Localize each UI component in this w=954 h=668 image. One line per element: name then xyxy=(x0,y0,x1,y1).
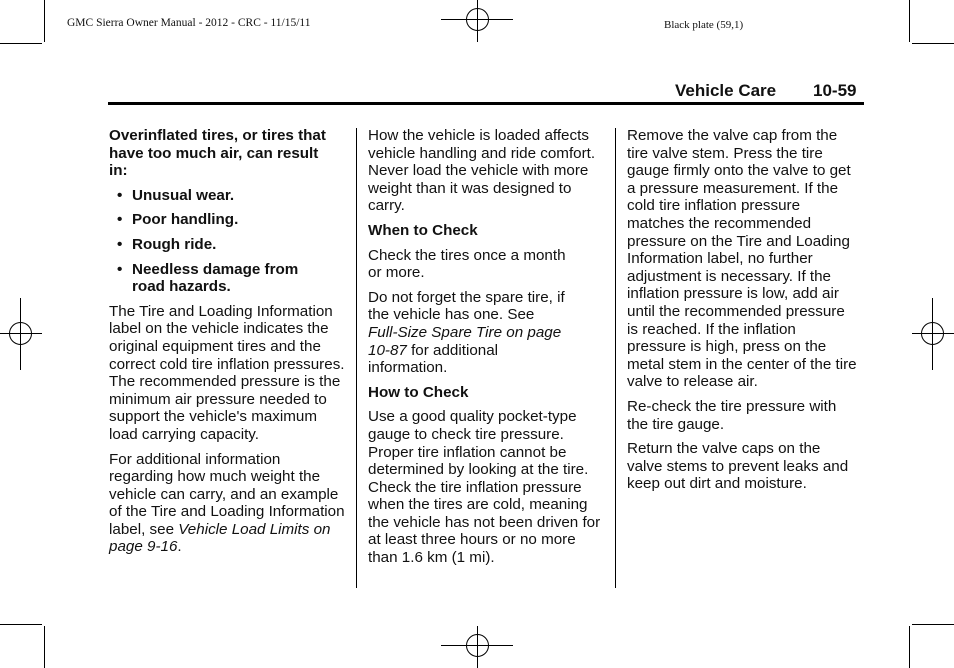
column-1 xyxy=(109,127,349,563)
paragraph: How the vehicle is loaded affects vehicle handling and ride comfort. Never load the vehicle with more weight than it was designed to carry. xyxy=(368,127,596,215)
page-number: 10-59 xyxy=(813,81,857,100)
print-slug-left: GMC Sierra Owner Manual - 2012 - CRC - 11/15/11 xyxy=(67,17,311,29)
crop-mark xyxy=(909,626,910,668)
crop-mark xyxy=(0,624,42,625)
paragraph: Re-check the tire pressure with the tire gauge. xyxy=(627,397,837,433)
paragraph: The Tire and Loading Information label on the vehicle indicates the original equipment tires and the correct cold tire inflation pressures. The recommended pressure is the minimum air pressure needed to support the vehicle's maximum load carrying capacity. xyxy=(109,302,345,443)
registration-mark-bottom xyxy=(441,626,513,668)
subheading-how-to-check: How to Check xyxy=(368,383,469,401)
overinflation-heading: Overinflated tires, or tires that have too much air, can result in: xyxy=(109,127,326,180)
list-item: • Needless damage from road hazards. xyxy=(117,260,299,296)
section-title: Vehicle Care xyxy=(675,81,777,100)
registration-mark-left xyxy=(0,298,42,370)
paragraph: Check the tires once a month or more. xyxy=(368,246,566,282)
column-3 xyxy=(627,127,867,500)
crop-mark xyxy=(912,43,954,44)
header-rule xyxy=(108,102,864,105)
registration-mark-top xyxy=(441,0,513,42)
bullet-icon: • xyxy=(117,211,123,229)
bullet-icon: • xyxy=(117,186,123,204)
bullet-icon: • xyxy=(117,260,123,278)
column-2 xyxy=(368,127,608,574)
list-item: • Poor handling. xyxy=(117,211,239,229)
crop-mark xyxy=(909,0,910,42)
list-item: • Rough ride. xyxy=(117,235,217,253)
crop-mark xyxy=(44,0,45,42)
paragraph: Do not forget the spare tire, if the vehicle has one. See Full-Size Spare Tire on page 10-87 for additional information. xyxy=(368,288,565,377)
column-divider xyxy=(356,128,357,588)
paragraph: Use a good quality pocket-type gauge to check tire pressure. Proper tire inflation cannot be determined by looking at the tire. Check the tire inflation pressure when the tires are cold, meaning the vehicle has not been driven for at least three hours or no more than 1.6 km (1 mi). xyxy=(368,408,601,567)
crop-mark xyxy=(0,43,42,44)
paragraph: Remove the valve cap from the tire valve stem. Press the tire gauge firmly onto the valve to get a pressure measurement. If the cold tire inflation pressure matches the recommended pressure on the Tire and Loading Information label, no further adjustment is necessary. If the inflation pressure is low, add air until the recommended pressure is reached. If the inflation pressure is high, press on the metal stem in the center of the tire valve to release air. xyxy=(627,127,857,391)
crop-mark xyxy=(44,626,45,668)
cross-reference-link[interactable]: Full-Size Spare Tire on page 10-87 xyxy=(368,323,562,359)
list-item: • Unusual wear. xyxy=(117,186,235,204)
registration-mark-right xyxy=(912,298,954,370)
crop-mark xyxy=(912,624,954,625)
paragraph: Return the valve caps on the valve stems to prevent leaks and keep out dirt and moisture. xyxy=(627,440,849,493)
column-divider xyxy=(615,128,616,588)
bullet-icon: • xyxy=(117,235,123,253)
print-slug-right: Black plate (59,1) xyxy=(664,19,744,31)
cross-reference-link[interactable]: Vehicle Load Limits on page 9-16 xyxy=(109,520,331,556)
subheading-when-to-check: When to Check xyxy=(368,221,478,239)
paragraph: For additional information regarding how much weight the vehicle can carry, and an example of the Tire and Loading Information label, see Vehicle Load Limits on page 9-16. xyxy=(109,450,345,556)
